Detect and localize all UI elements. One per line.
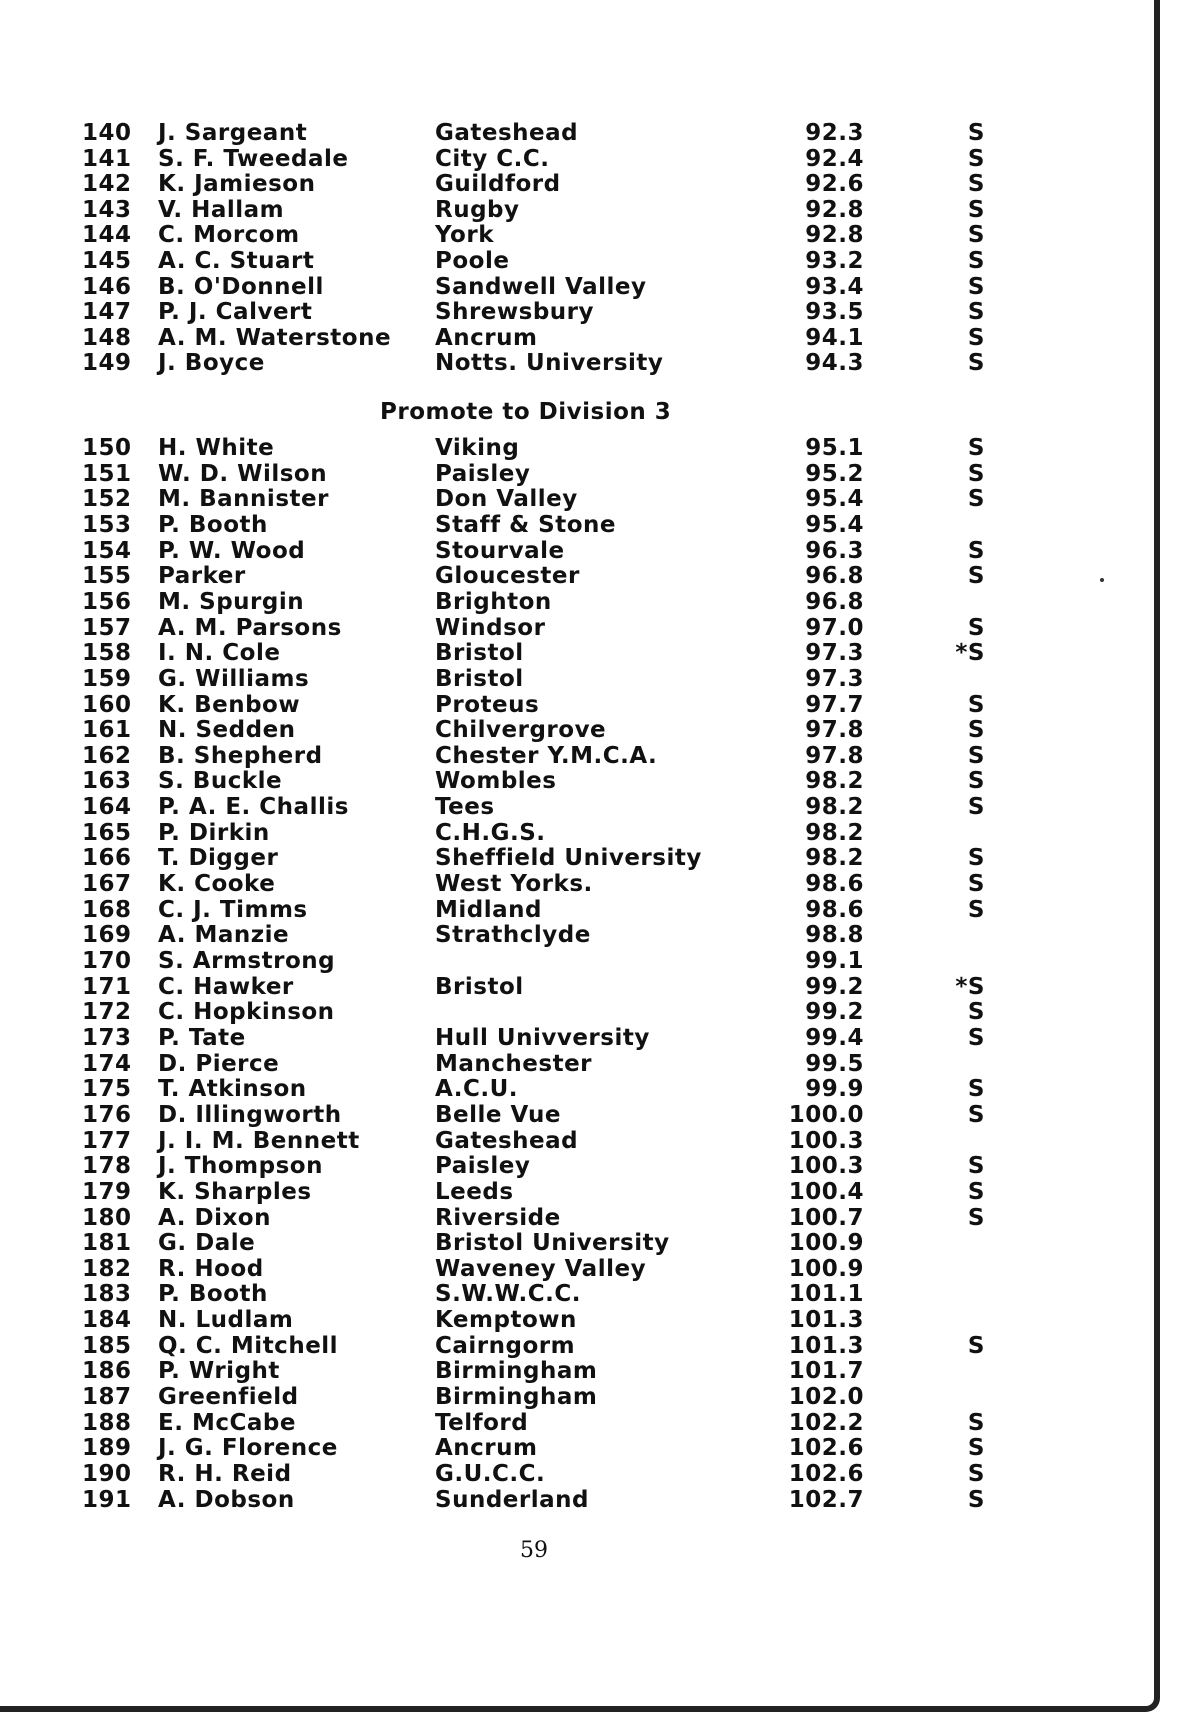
- time-cell: 97.7: [805, 691, 864, 718]
- time-cell: 102.6: [788, 1435, 864, 1462]
- standard-cell: S: [967, 171, 985, 198]
- result-row: [0, 538, 1154, 564]
- standard-cell: S: [967, 537, 985, 564]
- time-cell: 100.9: [788, 1230, 864, 1257]
- standard-cell: S: [967, 299, 985, 326]
- name-cell: A. M. Waterstone: [158, 324, 392, 351]
- standard-cell: S: [967, 1076, 985, 1103]
- result-row: [0, 1179, 1154, 1205]
- position-cell: 151: [82, 460, 132, 487]
- result-row: [0, 1307, 1154, 1333]
- name-cell: A. Dobson: [158, 1486, 295, 1513]
- position-cell: 161: [82, 717, 132, 744]
- time-cell: 97.3: [805, 640, 864, 667]
- position-cell: 171: [82, 973, 132, 1000]
- time-cell: 92.8: [805, 222, 864, 249]
- club-cell: Ancrum: [435, 324, 538, 351]
- time-cell: 100.3: [788, 1153, 864, 1180]
- position-cell: 186: [82, 1358, 132, 1385]
- position-cell: 154: [82, 537, 132, 564]
- time-cell: 96.8: [805, 563, 864, 590]
- position-cell: 177: [82, 1127, 132, 1154]
- club-cell: Viking: [435, 435, 520, 461]
- result-row: [0, 1281, 1154, 1307]
- club-cell: Gloucester: [435, 563, 580, 590]
- time-cell: 99.1: [805, 948, 864, 974]
- result-row: [0, 666, 1154, 692]
- name-cell: Parker: [158, 563, 246, 590]
- name-cell: J. I. M. Bennett: [158, 1127, 360, 1154]
- position-cell: 150: [82, 435, 132, 461]
- club-cell: Belle Vue: [435, 1101, 561, 1128]
- name-cell: S. Armstrong: [158, 948, 336, 974]
- time-cell: 99.2: [805, 999, 864, 1026]
- name-cell: P. Booth: [158, 1281, 268, 1308]
- club-cell: Birmingham: [435, 1384, 598, 1411]
- result-row: [0, 768, 1154, 794]
- standard-cell: S: [967, 1153, 985, 1180]
- time-cell: 96.3: [805, 537, 864, 564]
- position-cell: 182: [82, 1255, 132, 1282]
- name-cell: M. Bannister: [158, 486, 329, 513]
- standard-cell: *S: [955, 973, 985, 1000]
- position-cell: 175: [82, 1076, 132, 1103]
- result-row: [0, 1230, 1154, 1256]
- standard-cell: S: [967, 248, 985, 274]
- name-cell: Q. C. Mitchell: [158, 1332, 339, 1359]
- position-cell: 143: [82, 196, 132, 223]
- result-row: [0, 1487, 1154, 1513]
- club-cell: Proteus: [435, 691, 540, 718]
- position-cell: 187: [82, 1384, 132, 1411]
- time-cell: 102.7: [788, 1486, 864, 1513]
- result-row: [0, 948, 1154, 974]
- result-row: [0, 197, 1154, 223]
- standard-cell: S: [967, 1178, 985, 1205]
- time-cell: 99.9: [805, 1076, 864, 1103]
- club-cell: Riverside: [435, 1204, 561, 1231]
- position-cell: 179: [82, 1178, 132, 1205]
- time-cell: 98.2: [805, 794, 864, 821]
- result-row: [0, 274, 1154, 300]
- name-cell: S. Buckle: [158, 768, 283, 795]
- club-cell: Tees: [435, 794, 495, 821]
- time-cell: 97.8: [805, 742, 864, 769]
- name-cell: N. Ludlam: [158, 1307, 294, 1334]
- result-row: [0, 461, 1154, 487]
- club-cell: Sheffield University: [435, 845, 702, 872]
- time-cell: 95.2: [805, 460, 864, 487]
- position-cell: 156: [82, 588, 132, 615]
- name-cell: H. White: [158, 435, 275, 461]
- name-cell: A. C. Stuart: [158, 248, 315, 274]
- standard-cell: S: [967, 1101, 985, 1128]
- name-cell: I. N. Cole: [158, 640, 281, 667]
- name-cell: C. Hopkinson: [158, 999, 335, 1026]
- time-cell: 92.6: [805, 171, 864, 198]
- result-row: [0, 120, 1154, 146]
- standard-cell: S: [967, 999, 985, 1026]
- position-cell: 157: [82, 614, 132, 641]
- result-row: [0, 1076, 1154, 1102]
- standard-cell: S: [967, 435, 985, 461]
- time-cell: 95.4: [805, 486, 864, 513]
- time-cell: 94.3: [805, 350, 864, 377]
- result-row: [0, 1256, 1154, 1282]
- result-row: [0, 897, 1154, 923]
- time-cell: 99.4: [805, 1024, 864, 1051]
- time-cell: 92.8: [805, 196, 864, 223]
- club-cell: Wombles: [435, 768, 557, 795]
- time-cell: 97.0: [805, 614, 864, 641]
- time-cell: 101.1: [788, 1281, 864, 1308]
- club-cell: Midland: [435, 896, 542, 923]
- result-row: [0, 512, 1154, 538]
- time-cell: 98.2: [805, 819, 864, 846]
- name-cell: A. M. Parsons: [158, 614, 342, 641]
- time-cell: 97.8: [805, 717, 864, 744]
- result-row: [0, 615, 1154, 641]
- name-cell: K. Cooke: [158, 871, 276, 898]
- club-cell: Gateshead: [435, 120, 579, 146]
- time-cell: 100.9: [788, 1255, 864, 1282]
- position-cell: 170: [82, 948, 132, 974]
- result-row: [0, 171, 1154, 197]
- position-cell: 149: [82, 350, 132, 377]
- club-cell: Hull Univversity: [435, 1024, 650, 1051]
- position-cell: 147: [82, 299, 132, 326]
- name-cell: W. D. Wilson: [158, 460, 328, 487]
- position-cell: 172: [82, 999, 132, 1026]
- name-cell: K. Sharples: [158, 1178, 312, 1205]
- standard-cell: S: [967, 1332, 985, 1359]
- position-cell: 140: [82, 120, 132, 146]
- name-cell: D. Illingworth: [158, 1101, 342, 1128]
- result-row: [0, 248, 1154, 274]
- position-cell: 169: [82, 922, 132, 949]
- name-cell: J. Thompson: [158, 1153, 323, 1180]
- position-cell: 163: [82, 768, 132, 795]
- time-cell: 92.4: [805, 145, 864, 172]
- club-cell: Stourvale: [435, 537, 565, 564]
- result-row: [0, 820, 1154, 846]
- standard-cell: S: [967, 896, 985, 923]
- position-cell: 145: [82, 248, 132, 274]
- club-cell: Strathclyde: [435, 922, 591, 949]
- standard-cell: S: [967, 145, 985, 172]
- position-cell: 160: [82, 691, 132, 718]
- result-row: [0, 1205, 1154, 1231]
- name-cell: P. J. Calvert: [158, 299, 313, 326]
- club-cell: Chester Y.M.C.A.: [435, 742, 658, 769]
- result-row: [0, 845, 1154, 871]
- standard-cell: S: [967, 120, 985, 146]
- club-cell: Brighton: [435, 588, 552, 615]
- club-cell: Telford: [435, 1409, 529, 1436]
- position-cell: 153: [82, 511, 132, 538]
- name-cell: N. Sedden: [158, 717, 296, 744]
- time-cell: 102.0: [788, 1384, 864, 1411]
- standard-cell: S: [967, 845, 985, 872]
- time-cell: 92.3: [805, 120, 864, 146]
- standard-cell: S: [967, 1461, 985, 1487]
- time-cell: 98.8: [805, 922, 864, 949]
- position-cell: 185: [82, 1332, 132, 1359]
- standard-cell: S: [967, 222, 985, 249]
- result-row: [0, 1410, 1154, 1436]
- result-row: [0, 299, 1154, 325]
- position-cell: 190: [82, 1461, 132, 1487]
- result-row: [0, 1025, 1154, 1051]
- page-number: 59: [520, 1538, 548, 1563]
- standard-cell: S: [967, 794, 985, 821]
- name-cell: S. F. Tweedale: [158, 145, 349, 172]
- name-cell: P. Tate: [158, 1024, 246, 1051]
- club-cell: York: [435, 222, 494, 249]
- result-row: [0, 794, 1154, 820]
- result-row: [0, 1435, 1154, 1461]
- club-cell: Notts. University: [435, 350, 664, 377]
- standard-cell: *S: [955, 640, 985, 667]
- standard-cell: S: [967, 1435, 985, 1462]
- club-cell: Staff & Stone: [435, 511, 616, 538]
- position-cell: 173: [82, 1024, 132, 1051]
- club-cell: Chilvergrove: [435, 717, 607, 744]
- result-row: [0, 589, 1154, 615]
- result-row: [0, 640, 1154, 666]
- name-cell: P. Dirkin: [158, 819, 270, 846]
- time-cell: 102.2: [788, 1409, 864, 1436]
- name-cell: B. Shepherd: [158, 742, 323, 769]
- club-cell: Paisley: [435, 460, 531, 487]
- name-cell: A. Manzie: [158, 922, 290, 949]
- standard-cell: S: [967, 324, 985, 351]
- name-cell: T. Digger: [158, 845, 279, 872]
- name-cell: E. McCabe: [158, 1409, 296, 1436]
- time-cell: 93.4: [805, 273, 864, 300]
- standard-cell: S: [967, 460, 985, 487]
- result-row: [0, 325, 1154, 351]
- standard-cell: S: [967, 768, 985, 795]
- time-cell: 95.1: [805, 435, 864, 461]
- club-cell: Sandwell Valley: [435, 273, 647, 300]
- standard-cell: S: [967, 871, 985, 898]
- result-row: [0, 871, 1154, 897]
- club-cell: Waveney Valley: [435, 1255, 647, 1282]
- division-heading: Promote to Division 3: [380, 399, 672, 425]
- result-row: [0, 146, 1154, 172]
- time-cell: 99.5: [805, 1050, 864, 1077]
- standard-cell: S: [967, 691, 985, 718]
- standard-cell: S: [967, 273, 985, 300]
- time-cell: 101.3: [788, 1307, 864, 1334]
- position-cell: 159: [82, 665, 132, 692]
- club-cell: Gateshead: [435, 1127, 579, 1154]
- result-row: [0, 999, 1154, 1025]
- club-cell: West Yorks.: [435, 871, 593, 898]
- name-cell: M. Spurgin: [158, 588, 305, 615]
- name-cell: K. Jamieson: [158, 171, 316, 198]
- standard-cell: S: [967, 196, 985, 223]
- position-cell: 166: [82, 845, 132, 872]
- club-cell: Birmingham: [435, 1358, 598, 1385]
- scan-speck: [1100, 578, 1104, 582]
- club-cell: Leeds: [435, 1178, 514, 1205]
- name-cell: V. Hallam: [158, 196, 285, 223]
- club-cell: Cairngorm: [435, 1332, 576, 1359]
- standard-cell: S: [967, 1024, 985, 1051]
- standard-cell: S: [967, 563, 985, 590]
- position-cell: 141: [82, 145, 132, 172]
- club-cell: Manchester: [435, 1050, 593, 1077]
- name-cell: G. Williams: [158, 665, 310, 692]
- club-cell: Bristol: [435, 640, 524, 667]
- time-cell: 95.4: [805, 511, 864, 538]
- result-row: [0, 1461, 1154, 1487]
- time-cell: 97.3: [805, 665, 864, 692]
- time-cell: 102.6: [788, 1461, 864, 1487]
- time-cell: 98.2: [805, 845, 864, 872]
- position-cell: 168: [82, 896, 132, 923]
- name-cell: G. Dale: [158, 1230, 256, 1257]
- club-cell: Ancrum: [435, 1435, 538, 1462]
- club-cell: Rugby: [435, 196, 520, 223]
- result-row: [0, 717, 1154, 743]
- club-cell: City C.C.: [435, 145, 550, 172]
- club-cell: Bristol University: [435, 1230, 670, 1257]
- standard-cell: S: [967, 350, 985, 377]
- position-cell: 180: [82, 1204, 132, 1231]
- standard-cell: S: [967, 614, 985, 641]
- position-cell: 162: [82, 742, 132, 769]
- club-cell: A.C.U.: [435, 1076, 518, 1103]
- club-cell: Sunderland: [435, 1486, 589, 1513]
- time-cell: 98.2: [805, 768, 864, 795]
- position-cell: 174: [82, 1050, 132, 1077]
- result-row: [0, 1153, 1154, 1179]
- name-cell: P. Booth: [158, 511, 268, 538]
- position-cell: 191: [82, 1486, 132, 1513]
- standard-cell: S: [967, 1204, 985, 1231]
- name-cell: J. Sargeant: [158, 120, 308, 146]
- name-cell: T. Atkinson: [158, 1076, 307, 1103]
- time-cell: 100.7: [788, 1204, 864, 1231]
- club-cell: Guildford: [435, 171, 561, 198]
- position-cell: 184: [82, 1307, 132, 1334]
- result-row: [0, 692, 1154, 718]
- time-cell: 98.6: [805, 871, 864, 898]
- time-cell: 101.7: [788, 1358, 864, 1385]
- result-row: [0, 350, 1154, 376]
- club-cell: Bristol: [435, 665, 524, 692]
- position-cell: 165: [82, 819, 132, 846]
- result-row: [0, 1102, 1154, 1128]
- result-row: [0, 1384, 1154, 1410]
- position-cell: 176: [82, 1101, 132, 1128]
- name-cell: J. G. Florence: [158, 1435, 338, 1462]
- position-cell: 144: [82, 222, 132, 249]
- name-cell: A. Dixon: [158, 1204, 271, 1231]
- name-cell: J. Boyce: [158, 350, 265, 377]
- result-row: [0, 974, 1154, 1000]
- club-cell: Kemptown: [435, 1307, 577, 1334]
- club-cell: Don Valley: [435, 486, 578, 513]
- standard-cell: S: [967, 742, 985, 769]
- time-cell: 93.2: [805, 248, 864, 274]
- club-cell: Poole: [435, 248, 510, 274]
- result-row: [0, 743, 1154, 769]
- standard-cell: S: [967, 1409, 985, 1436]
- position-cell: 158: [82, 640, 132, 667]
- club-cell: Paisley: [435, 1153, 531, 1180]
- time-cell: 96.8: [805, 588, 864, 615]
- club-cell: C.H.G.S.: [435, 819, 546, 846]
- position-cell: 178: [82, 1153, 132, 1180]
- position-cell: 167: [82, 871, 132, 898]
- club-cell: S.W.W.C.C.: [435, 1281, 581, 1308]
- position-cell: 188: [82, 1409, 132, 1436]
- name-cell: C. J. Timms: [158, 896, 308, 923]
- standard-cell: S: [967, 1486, 985, 1513]
- position-cell: 152: [82, 486, 132, 513]
- position-cell: 164: [82, 794, 132, 821]
- time-cell: 100.0: [788, 1101, 864, 1128]
- time-cell: 100.3: [788, 1127, 864, 1154]
- name-cell: P. W. Wood: [158, 537, 306, 564]
- time-cell: 93.5: [805, 299, 864, 326]
- time-cell: 99.2: [805, 973, 864, 1000]
- result-row: [0, 563, 1154, 589]
- result-row: [0, 435, 1154, 461]
- name-cell: B. O'Donnell: [158, 273, 324, 300]
- standard-cell: S: [967, 717, 985, 744]
- position-cell: 189: [82, 1435, 132, 1462]
- result-row: [0, 1358, 1154, 1384]
- name-cell: C. Hawker: [158, 973, 294, 1000]
- result-row: [0, 1333, 1154, 1359]
- position-cell: 148: [82, 324, 132, 351]
- result-row: [0, 222, 1154, 248]
- time-cell: 100.4: [788, 1178, 864, 1205]
- standard-cell: S: [967, 486, 985, 513]
- position-cell: 181: [82, 1230, 132, 1257]
- club-cell: Shrewsbury: [435, 299, 594, 326]
- club-cell: Windsor: [435, 614, 546, 641]
- club-cell: G.U.C.C.: [435, 1461, 546, 1487]
- time-cell: 98.6: [805, 896, 864, 923]
- name-cell: D. Pierce: [158, 1050, 280, 1077]
- result-row: [0, 922, 1154, 948]
- result-row: [0, 1128, 1154, 1154]
- club-cell: Bristol: [435, 973, 524, 1000]
- time-cell: 94.1: [805, 324, 864, 351]
- name-cell: C. Morcom: [158, 222, 300, 249]
- name-cell: Greenfield: [158, 1384, 299, 1411]
- position-cell: 142: [82, 171, 132, 198]
- name-cell: K. Benbow: [158, 691, 301, 718]
- time-cell: 101.3: [788, 1332, 864, 1359]
- result-row: [0, 1051, 1154, 1077]
- result-row: [0, 486, 1154, 512]
- name-cell: P. Wright: [158, 1358, 280, 1385]
- name-cell: P. A. E. Challis: [158, 794, 349, 821]
- name-cell: R. H. Reid: [158, 1461, 292, 1487]
- position-cell: 183: [82, 1281, 132, 1308]
- position-cell: 155: [82, 563, 132, 590]
- position-cell: 146: [82, 273, 132, 300]
- name-cell: R. Hood: [158, 1255, 264, 1282]
